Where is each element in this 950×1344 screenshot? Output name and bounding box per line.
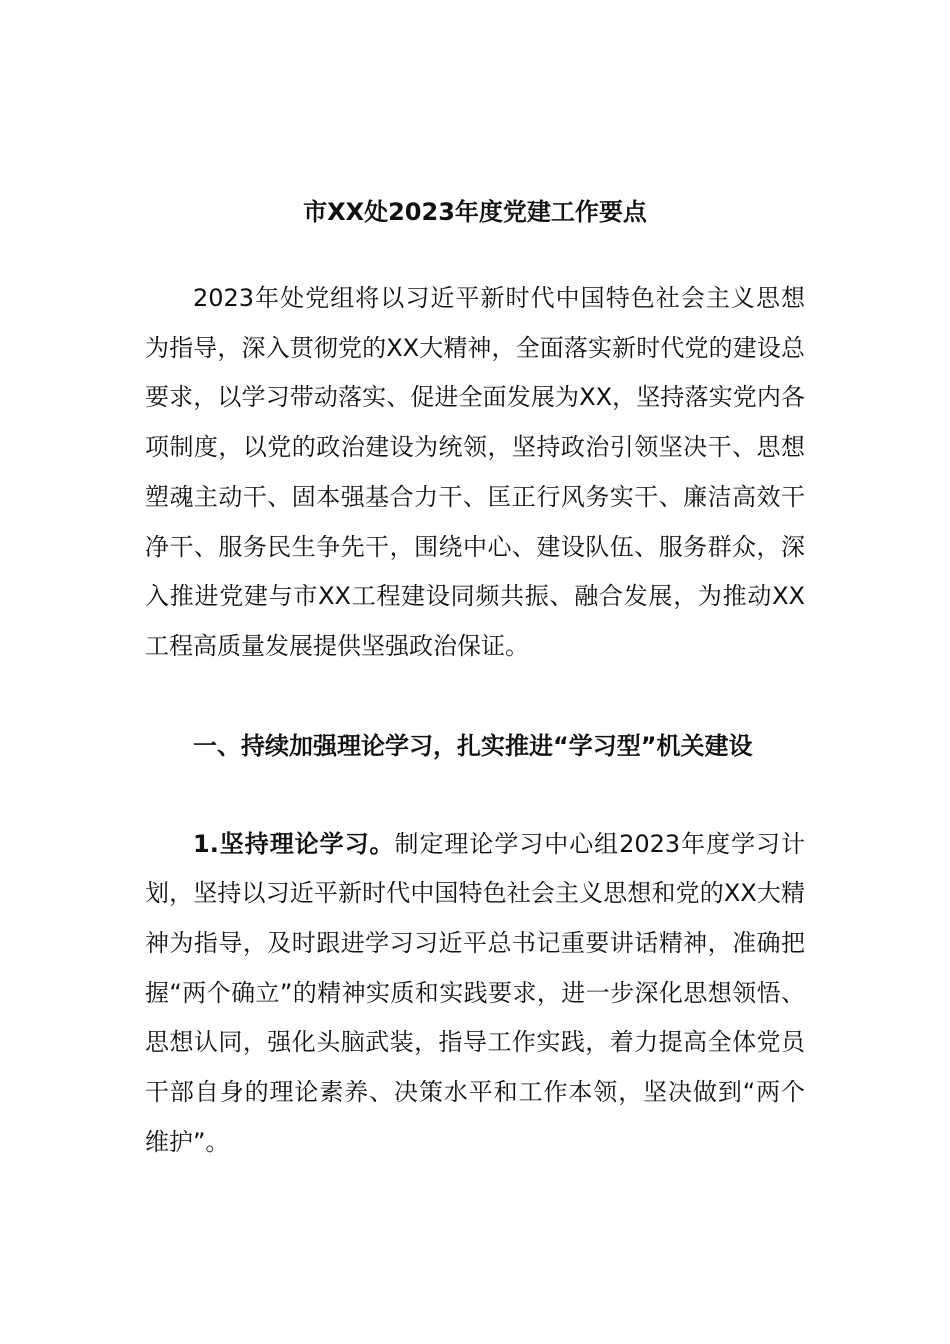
section-1-item-1	[145, 820, 805, 1168]
item-1-lead: 1.坚持理论学习。	[193, 829, 395, 858]
intro-paragraph: 2023年处党组将以习近平新时代中国特色社会主义思想为指导，深入贯彻党的XX大精神，全面落实新时代党的建设总要求，以学习带动落实、促进全面发展为XX，坚持落实党内各项制度，以党的政治建设为统领，坚持政治引领坚决干、思想塑魂主动干、固本强基合力干、匡正行风务实干、廉洁高效干净干、服务民生争先干，围绕中心、建设队伍、服务群众，深入推进党建与市XX工程建设同频共振、融合发展，为推动XX工程高质量发展提供坚强政治保证。	[145, 284, 805, 660]
document-body	[145, 190, 805, 1168]
document-title: 市XX处2023年度党建工作要点	[303, 198, 647, 226]
section-heading-1: 一、持续加强理论学习，扎实推进“学习型”机关建设	[193, 731, 753, 760]
item-1-body: 制定理论学习中心组2023年度学习计划，坚持以习近平新时代中国特色社会主义思想和党的XX大精神为指导，及时跟进学习习近平总书记重要讲话精神，准确把握“两个确立”的精神实质和实践要求，进一步深化思想领悟、思想认同，强化头脑武装，指导工作实践，着力提高全体党员干部自身的理论素养、决策水平和工作本领，坚决做到“两个维护”。	[145, 829, 806, 1156]
